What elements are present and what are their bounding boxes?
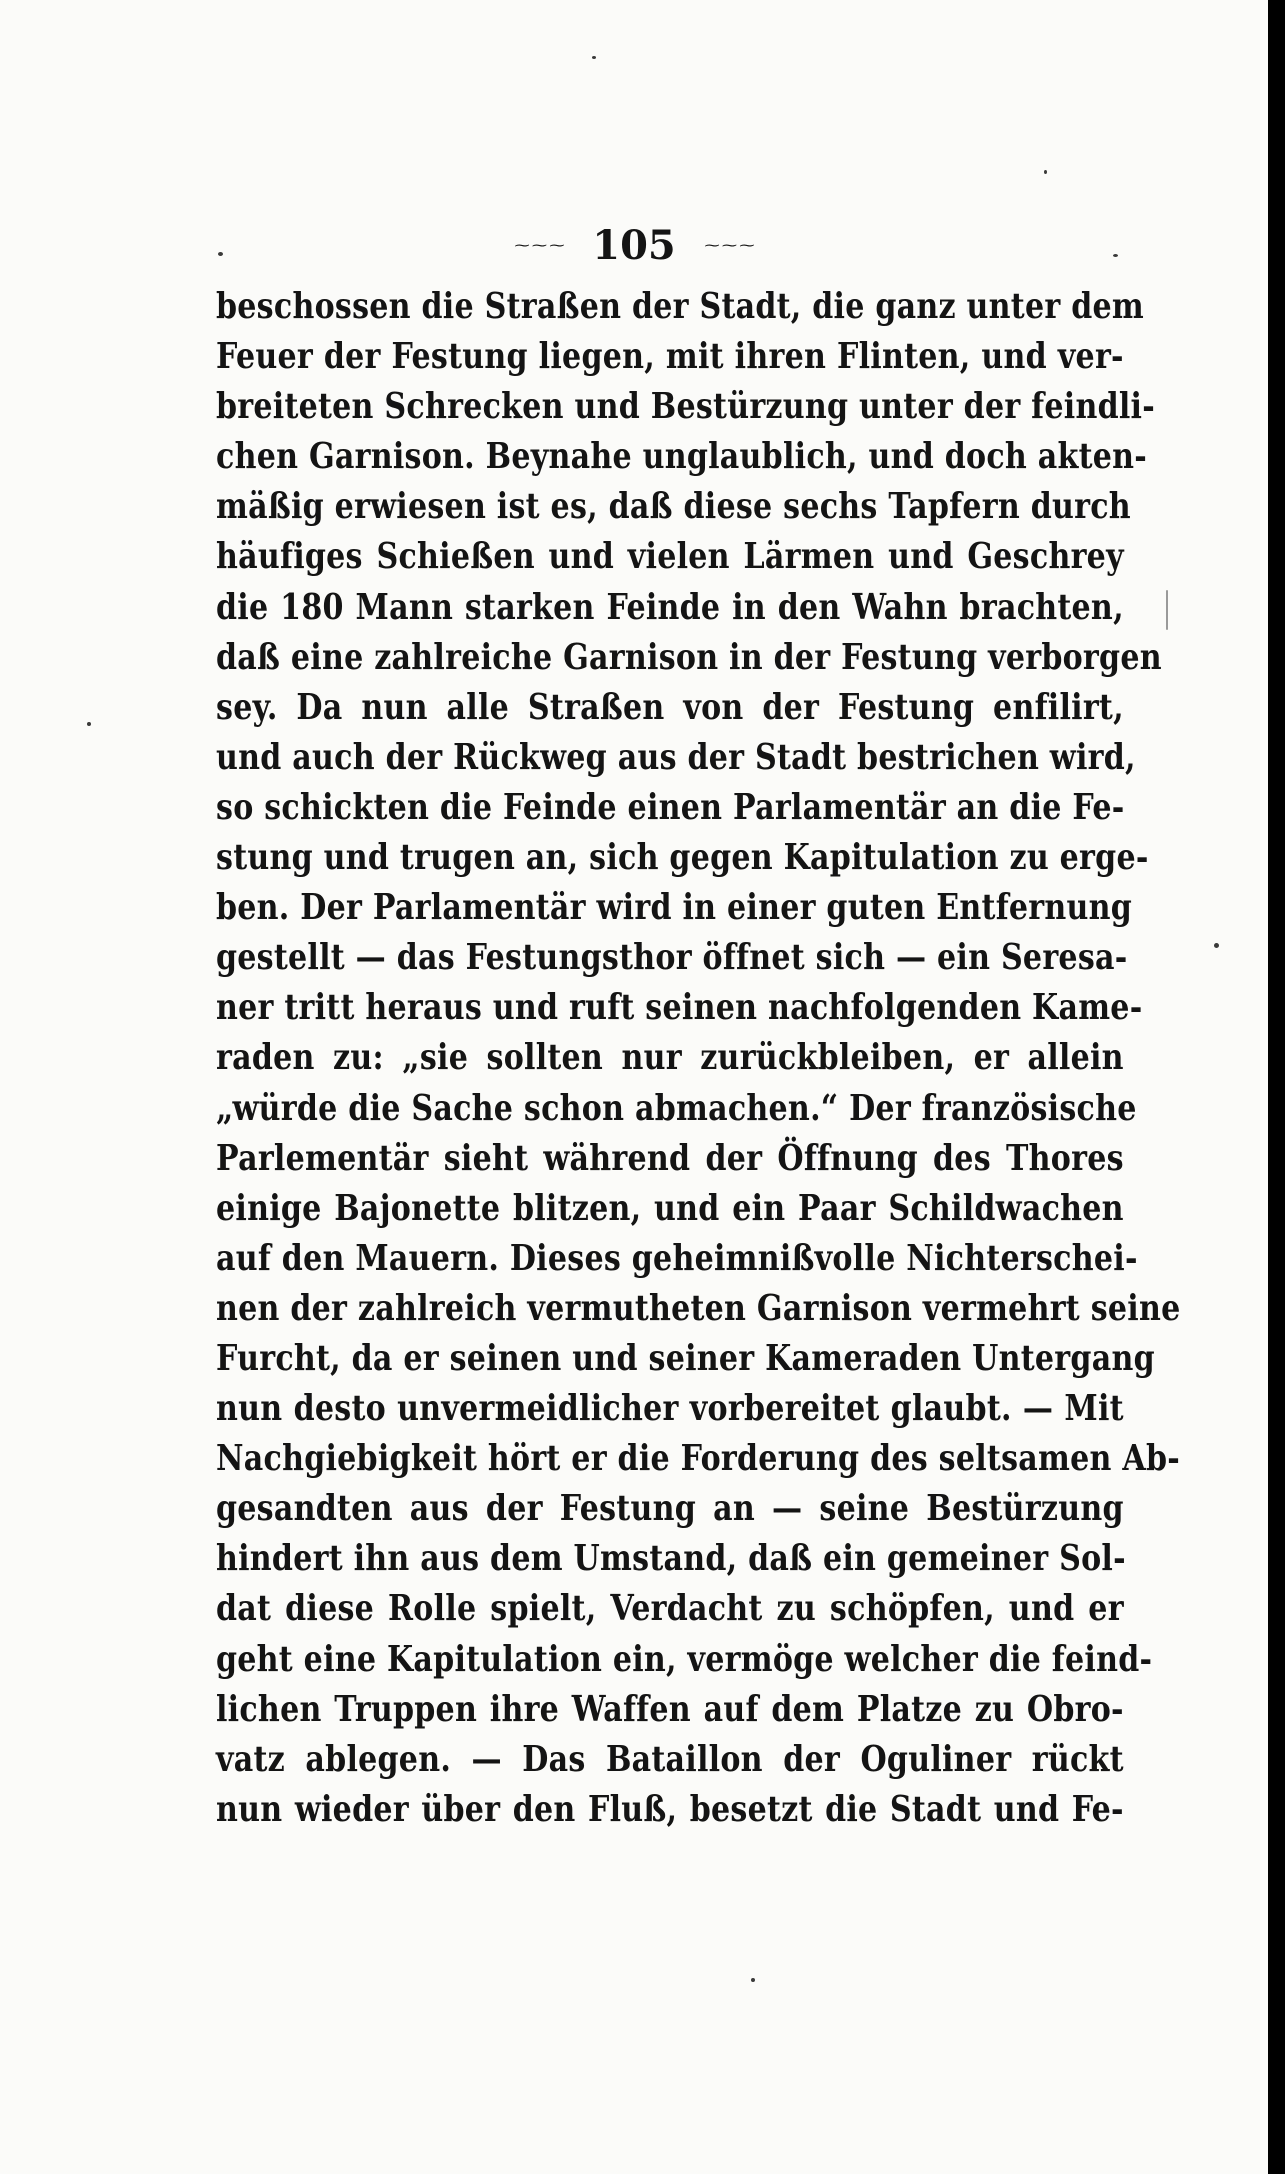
paper-speck	[87, 722, 91, 726]
text-line: hindert ihn aus dem Umstand, daß ein gemeiner Sol-	[216, 1538, 1126, 1580]
page-header	[0, 222, 1268, 272]
text-line: Feuer der Festung liegen, mit ihren Flinten, und ver-	[216, 336, 1124, 378]
text-line: sey. Da nun alle Straßen von der Festung enfilirt,	[216, 686, 1124, 728]
text-line: beschossen die Straßen der Stadt, die ganz unter dem	[216, 286, 1144, 327]
text-line: Nachgiebigkeit hört er die Forderung des seltsamen Ab-	[216, 1438, 1180, 1480]
text-line: breiteten Schrecken und Bestürzung unter der feindli-	[216, 386, 1155, 428]
text-line: und auch der Rückweg aus der Stadt bestrichen wird,	[216, 736, 1136, 778]
paper-speck	[1166, 590, 1168, 630]
text-line: stung und trugen an, sich gegen Kapitulation zu erge-	[216, 837, 1149, 879]
text-line: ner tritt heraus und ruft seinen nachfolgenden Kame-	[216, 987, 1143, 1029]
page-edge	[1268, 0, 1285, 2174]
paper-speck	[1214, 943, 1219, 948]
text-line: Parlementär sieht während der Öffnung des Thores	[216, 1137, 1124, 1179]
text-line: nen der zahlreich vermutheten Garnison vermehrt seine	[216, 1287, 1181, 1329]
text-line: geht eine Kapitulation ein, vermöge welcher die feind-	[216, 1638, 1153, 1680]
paper-speck	[751, 1978, 755, 1982]
text-line: ben. Der Parlamentär wird in einer guten Entfernung	[216, 887, 1133, 929]
text-line: vatz ablegen. — Das Bataillon der Oguliner rückt	[216, 1738, 1124, 1780]
page-number: 105	[592, 222, 676, 269]
text-line: lichen Truppen ihre Waffen auf dem Platze zu Obro-	[216, 1688, 1124, 1730]
text-line: „würde die Sache schon abmachen.“ Der französische	[216, 1087, 1137, 1129]
text-line: dat diese Rolle spielt, Verdacht zu schöpfen, und er	[216, 1588, 1124, 1630]
text-line: nun desto unvermeidlicher vorbereitet glaubt. — Mit	[216, 1388, 1124, 1430]
paper-speck	[1113, 254, 1118, 257]
left-ornament: ~~~	[512, 238, 566, 253]
text-line: mäßig erwiesen ist es, daß diese sechs Tapfern durch	[216, 486, 1131, 528]
paper-speck	[1044, 170, 1047, 174]
text-line: gesandten aus der Festung an — seine Bestürzung	[216, 1488, 1124, 1530]
paper-speck	[218, 252, 223, 256]
right-ornament: ~~~	[702, 238, 756, 253]
text-line: nun wieder über den Fluß, besetzt die Stadt und Fe-	[216, 1788, 1124, 1830]
text-line: daß eine zahlreiche Garnison in der Festung verborgen	[216, 636, 1162, 678]
text-line: Furcht, da er seinen und seiner Kameraden Untergang	[216, 1337, 1155, 1379]
text-line: einige Bajonette blitzen, und ein Paar Schildwachen	[216, 1187, 1124, 1229]
text-line: die 180 Mann starken Feinde in den Wahn brachten,	[216, 586, 1124, 628]
text-line: gestellt — das Festungsthor öffnet sich — ein Seresa-	[216, 937, 1128, 979]
paper-speck	[592, 56, 596, 59]
text-line: häufiges Schießen und vielen Lärmen und Geschrey	[216, 536, 1124, 578]
text-line: so schickten die Feinde einen Parlamentär an die Fe-	[216, 786, 1125, 828]
text-line: raden zu: „sie sollten nur zurückbleiben, er allein	[216, 1037, 1124, 1079]
text-line: auf den Mauern. Dieses geheimnißvolle Nichterschei-	[216, 1237, 1138, 1279]
body-text	[216, 282, 1181, 1835]
text-line: chen Garnison. Beynahe unglaublich, und doch akten-	[216, 436, 1148, 478]
